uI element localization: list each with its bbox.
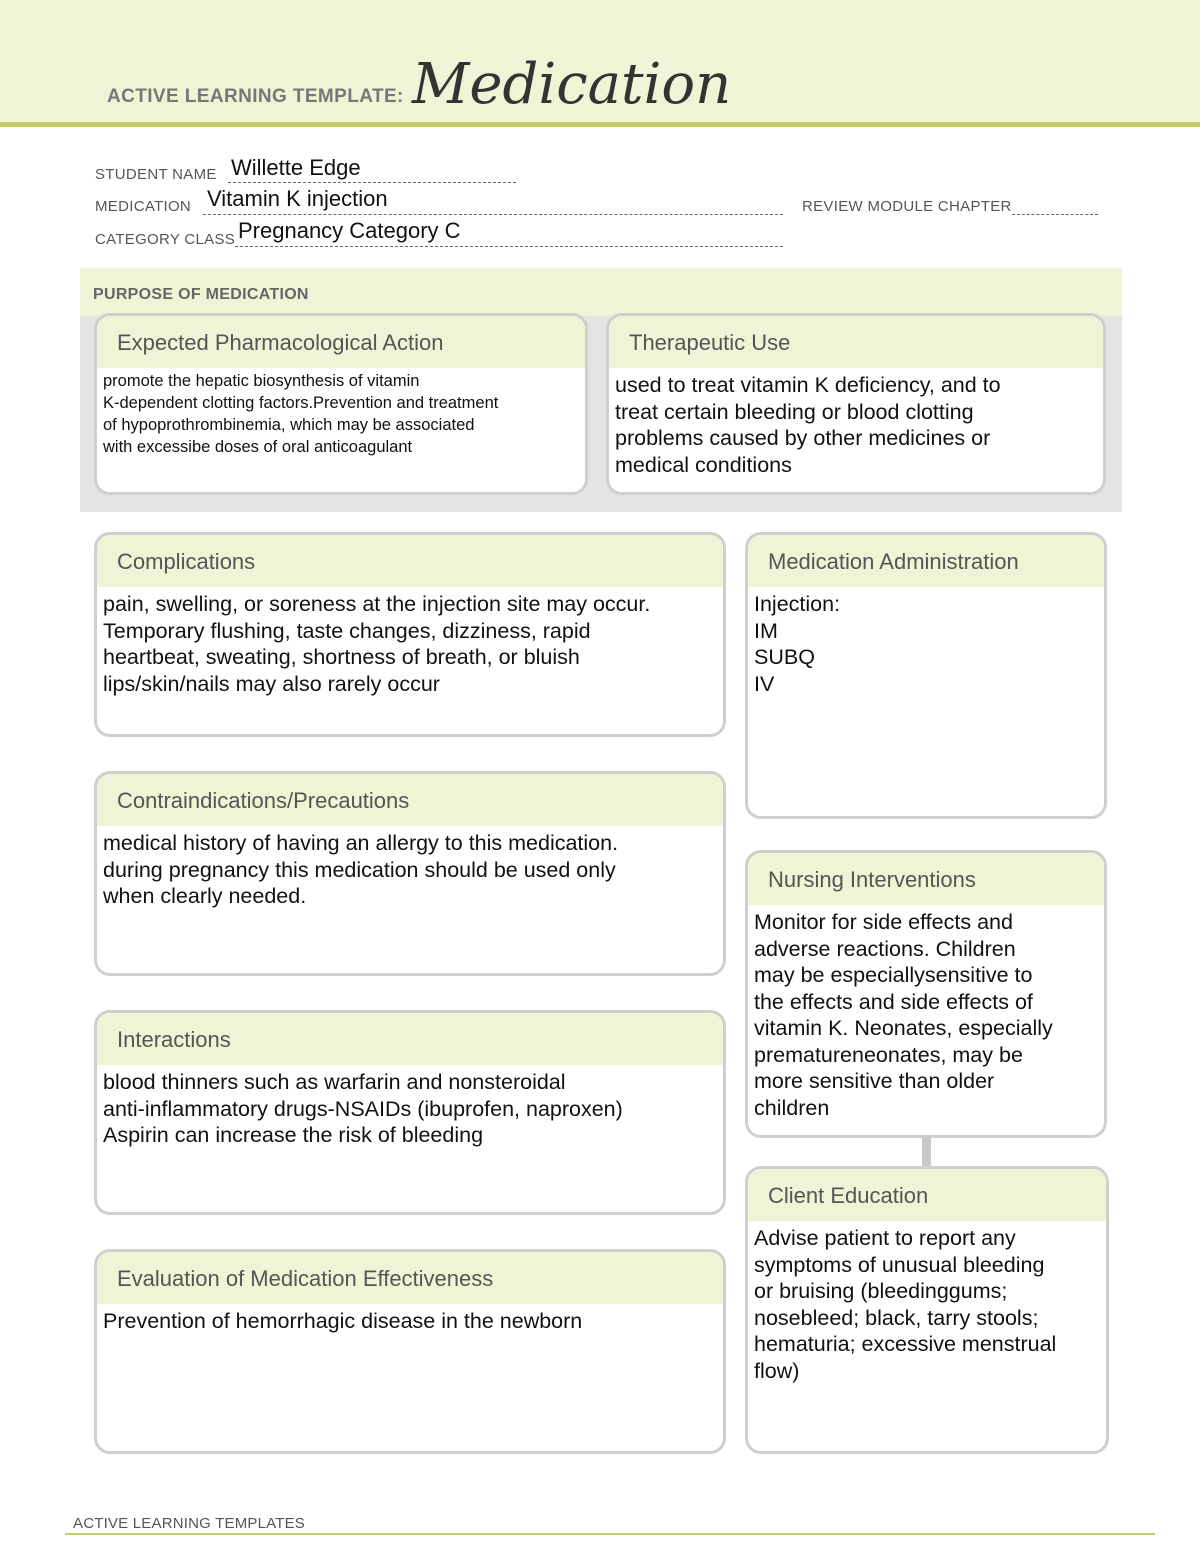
box-connector bbox=[922, 1136, 931, 1168]
header-rule bbox=[0, 122, 1200, 127]
client-education-body[interactable]: Advise patient to report any symptoms of unusual bleeding or bruising (bleedinggums; nosebleed; black, tarry stools; hematuria; excessive menstrual flow) bbox=[754, 1226, 1057, 1383]
category-class-field[interactable]: Pregnancy Category C bbox=[238, 218, 461, 243]
contraindications-box bbox=[94, 771, 726, 976]
category-class-line bbox=[235, 246, 783, 247]
medication-field[interactable]: Vitamin K injection bbox=[207, 186, 388, 211]
evaluation-box bbox=[94, 1249, 726, 1454]
complications-title: Complications bbox=[97, 535, 723, 587]
purpose-section-title: PURPOSE OF MEDICATION bbox=[93, 286, 309, 303]
medication-line bbox=[203, 214, 783, 215]
administration-title: Medication Administration bbox=[748, 535, 1104, 587]
interactions-box bbox=[94, 1010, 726, 1215]
client-education-title: Client Education bbox=[748, 1169, 1106, 1221]
administration-body[interactable]: Injection: IM SUBQ IV bbox=[754, 592, 841, 696]
evaluation-body[interactable]: Prevention of hemorrhagic disease in the newborn bbox=[103, 1309, 583, 1333]
footer-text: ACTIVE LEARNING TEMPLATES bbox=[73, 1515, 305, 1532]
student-name-label: STUDENT NAME bbox=[95, 166, 217, 183]
category-class-label: CATEGORY CLASS bbox=[95, 231, 236, 248]
client-education-box bbox=[745, 1166, 1109, 1454]
nursing-interventions-box bbox=[745, 850, 1107, 1138]
nursing-interventions-body[interactable]: Monitor for side effects and adverse reactions. Children may be especiallysensitive to the effects and side effects of vitamin K. Neonates, especially prematureneonates, may be more sensitive than older children bbox=[754, 910, 1053, 1120]
expected-action-box bbox=[94, 313, 588, 495]
interactions-title: Interactions bbox=[97, 1013, 723, 1065]
footer-rule bbox=[65, 1533, 1155, 1535]
medication-label: MEDICATION bbox=[95, 198, 192, 215]
student-name-field[interactable]: Willette Edge bbox=[231, 155, 361, 180]
therapeutic-use-body[interactable]: used to treat vitamin K deficiency, and to treat certain bleeding or blood clotting problems caused by other medicines or medical conditions bbox=[615, 373, 1001, 477]
contraindications-title: Contraindications/Precautions bbox=[97, 774, 723, 826]
therapeutic-use-box bbox=[606, 313, 1106, 495]
review-module-line bbox=[1012, 214, 1098, 215]
therapeutic-use-title: Therapeutic Use bbox=[609, 316, 1103, 368]
interactions-body[interactable]: blood thinners such as warfarin and nonsteroidal anti-inflammatory drugs-NSAIDs (ibuprofen, naproxen) Aspirin can increase the risk of bleeding bbox=[103, 1070, 623, 1147]
review-module-label: REVIEW MODULE CHAPTER bbox=[802, 198, 1012, 215]
template-label: ACTIVE LEARNING TEMPLATE: bbox=[107, 86, 404, 107]
nursing-interventions-title: Nursing Interventions bbox=[748, 853, 1104, 905]
template-title: Medication bbox=[412, 52, 732, 117]
student-name-line bbox=[228, 182, 516, 183]
complications-box bbox=[94, 532, 726, 737]
expected-action-title: Expected Pharmacological Action bbox=[97, 316, 585, 368]
evaluation-title: Evaluation of Medication Effectiveness bbox=[97, 1252, 723, 1304]
complications-body[interactable]: pain, swelling, or soreness at the injection site may occur. Temporary flushing, taste changes, dizziness, rapid heartbeat, sweating, shortness of breath, or bluish lips/skin/nails may also rarely occur bbox=[103, 592, 651, 696]
contraindications-body[interactable]: medical history of having an allergy to this medication. during pregnancy this medication should be used only when clearly needed. bbox=[103, 831, 619, 908]
expected-action-body[interactable]: promote the hepatic biosynthesis of vitamin K-dependent clotting factors.Prevention and treatment of hypoprothrombinemia, which may be associated with excessibe doses of oral anticoagulant bbox=[103, 372, 499, 456]
administration-box bbox=[745, 532, 1107, 819]
